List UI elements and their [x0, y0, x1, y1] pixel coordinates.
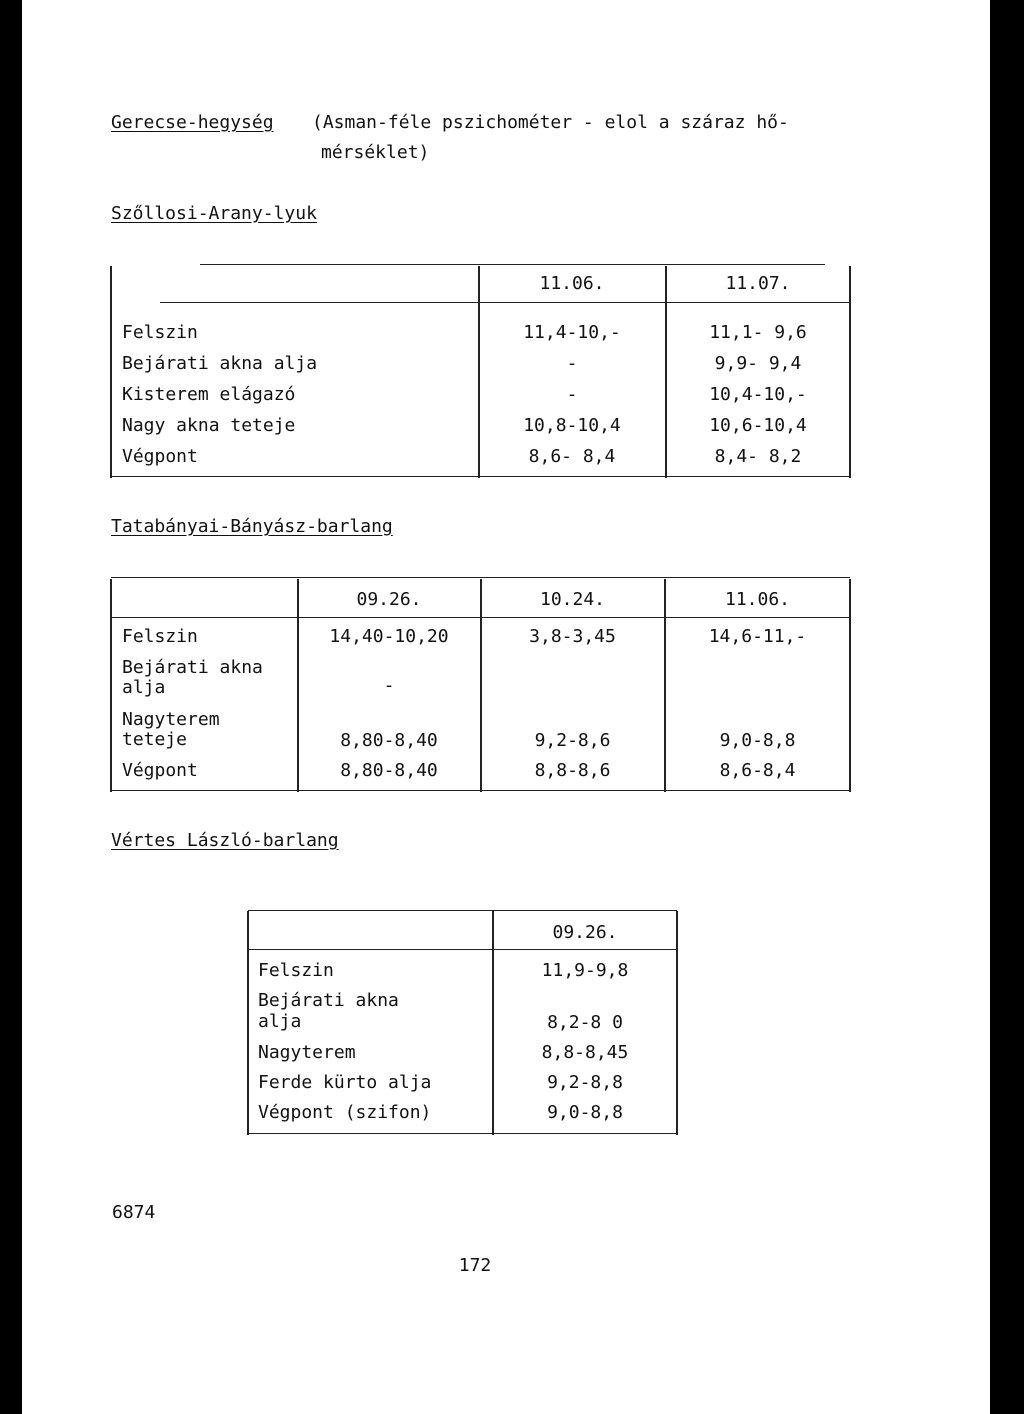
table-cell: -	[566, 384, 578, 405]
table-cell: 10,4-10,-	[709, 384, 807, 405]
table-cell: 8,80-8,40	[340, 730, 438, 751]
row-label: Végpont	[122, 446, 198, 467]
table-cell: 8,6-8,4	[719, 760, 796, 781]
table-cell: 14,40-10,20	[329, 626, 449, 647]
row-label-line: Bejárati akna	[258, 990, 399, 1011]
table-cell: -	[383, 675, 395, 696]
column-header: 10.24.	[539, 589, 606, 610]
scan-edge-right	[990, 0, 1024, 1414]
row-label: Felszin	[258, 960, 334, 981]
table-cell: 10,6-10,4	[709, 415, 807, 436]
row-label: Bejárati akna alja	[122, 353, 318, 374]
row-label: Felszin	[122, 626, 198, 647]
table-cell: 9,0-8,8	[547, 1102, 623, 1123]
row-label: Felszin	[122, 322, 198, 343]
row-label: Kisterem elágazó	[122, 384, 296, 405]
table-cell: 8,80-8,40	[340, 760, 438, 781]
row-label-line: Nagyterem	[122, 709, 220, 730]
header-note-line2: mérséklet)	[321, 142, 430, 163]
table-cell: 8,2-8 0	[547, 1012, 623, 1033]
table-cell: 8,8-8,6	[534, 760, 611, 781]
section-title-vertes: Vértes László-barlang	[111, 830, 339, 851]
row-label: Ferde kürto alja	[258, 1072, 432, 1093]
row-label: Végpont (szifon)	[258, 1102, 432, 1123]
row-label-line: teteje	[122, 729, 188, 750]
row-label: Nagyterem	[258, 1042, 356, 1063]
table-cell: 3,8-3,45	[529, 626, 616, 647]
column-header: 11.07.	[725, 273, 791, 294]
header-note-line1: (Asman-féle pszichométer - elol a száraz hő-	[312, 112, 789, 133]
row-label: Végpont	[122, 760, 198, 781]
table-cell: 11,4-10,-	[523, 322, 621, 343]
table-cell: 14,6-11,-	[708, 626, 807, 647]
column-header: 11.06.	[539, 273, 605, 294]
table-cell: 8,6- 8,4	[528, 446, 616, 467]
table-cell: 9,0-8,8	[719, 730, 796, 751]
column-header: 09.26.	[552, 922, 618, 943]
table-cell: -	[566, 353, 578, 374]
column-header: 09.26.	[356, 589, 422, 610]
row-label-line: alja	[258, 1011, 302, 1032]
table-cell: 9,9- 9,4	[714, 353, 802, 374]
table-cell: 8,8-8,45	[541, 1042, 629, 1063]
table-cell: 9,2-8,6	[534, 730, 611, 751]
table-cell: 11,1- 9,6	[709, 322, 807, 343]
archive-number: 6874	[112, 1202, 156, 1223]
section-title-tatabanyai: Tatabányai-Bányász-barlang	[111, 516, 393, 537]
row-label: Nagy akna teteje	[122, 415, 296, 436]
table-cell: 8,4- 8,2	[714, 446, 802, 467]
scan-edge-left	[0, 0, 22, 1414]
page-number: 172	[458, 1255, 492, 1276]
region-title: Gerecse-hegység	[111, 112, 274, 133]
column-header: 11.06.	[724, 589, 791, 610]
section-title-szollosi: Szőllosi-Arany-lyuk	[111, 203, 317, 224]
row-label-line: alja	[122, 677, 166, 698]
row-label-line: Bejárati akna	[122, 657, 263, 678]
table-cell: 10,8-10,4	[523, 415, 621, 436]
table-cell: 11,9-9,8	[541, 960, 629, 981]
table-cell: 9,2-8,8	[547, 1072, 623, 1093]
